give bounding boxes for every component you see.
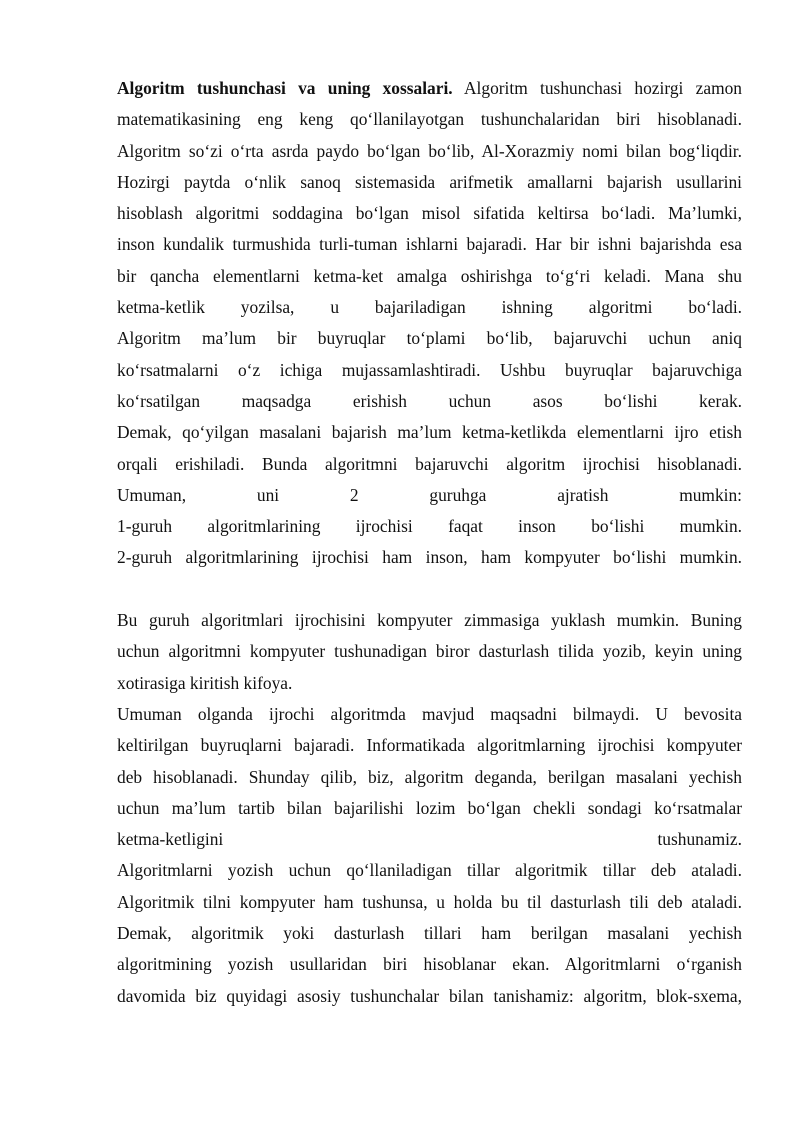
text-line — [117, 887, 742, 918]
text-line — [117, 668, 742, 699]
line-text: uchun algoritmni kompyuter tushunadigan biror dasturlash tilida yozib, keyin uning — [117, 641, 742, 662]
line-text: ko‘rsatilgan maqsadga erishish uchun asos bo‘lishi kerak. — [117, 390, 742, 411]
text-line — [117, 918, 742, 949]
line-text: Algoritm ma’lum bir buyruqlar to‘plami bo‘lib, bajaruvchi uchun aniq — [117, 328, 742, 349]
line-text: davomida biz quyidagi asosiy tushunchalar bilan tanishamiz: algoritm, blok-sxema, — [117, 985, 742, 1006]
line-text: ketma-ketlik yozilsa, u bajariladigan ishning algoritmi bo‘ladi. — [117, 297, 742, 318]
text-line — [117, 981, 742, 1012]
text-line — [117, 636, 742, 667]
text-line — [117, 292, 742, 323]
text-line — [117, 762, 742, 793]
line-text: Bu guruh algoritmlari ijrochisini kompyuter zimmasiga yuklash mumkin. Buning — [117, 610, 742, 631]
text-line — [117, 323, 742, 354]
line-text: xotirasiga kiritish kifoya. — [117, 672, 293, 693]
text-line — [117, 793, 742, 824]
text-line — [117, 824, 742, 855]
text-line — [117, 542, 742, 573]
line-text: Demak, qo‘yilgan masalani bajarish ma’lum ketma-ketlikda elementlarni ijro etish — [117, 422, 742, 443]
line-text: matematikasining eng keng qo‘llanilayotgan tushunchalaridan biri hisoblanadi. — [117, 109, 742, 130]
line-text: Hozirgi paytda o‘nlik sanoq sistemasida arifmetik amallarni bajarish usullarini — [117, 171, 742, 192]
line-text: bir qancha elementlarni ketma-ket amalga oshirishga to‘g‘ri keladi. Mana shu — [117, 265, 742, 286]
text-line — [117, 73, 742, 104]
line-text: Umuman olganda ijrochi algoritmda mavjud maqsadni bilmaydi. U bevosita — [117, 703, 742, 724]
line-text: inson kundalik turmushida turli-tuman ishlarni bajaradi. Har bir ishni bajarishda esa — [117, 234, 742, 255]
text-line — [117, 229, 742, 260]
line-text: orqali erishiladi. Bunda algoritmni bajaruvchi algoritm ijrochisi hisoblanadi. — [117, 453, 742, 474]
text-line — [117, 198, 742, 229]
line-text: Algoritmlarni yozish uchun qo‘llaniladigan tillar algoritmik tillar deb ataladi. — [117, 860, 742, 881]
line-text: hisoblash algoritmi soddagina bo‘lgan misol sifatida keltirsa bo‘ladi. Ma’lumki, — [117, 203, 742, 224]
line-text: 2-guruh algoritmlarining ijrochisi ham inson, ham kompyuter bo‘lishi mumkin. — [117, 547, 742, 568]
paragraph-gap — [117, 574, 742, 605]
line-text: uchun ma’lum tartib bilan bajarilishi lozim bo‘lgan chekli sondagi ko‘rsatmalar — [117, 797, 742, 818]
text-line — [117, 167, 742, 198]
text-line — [117, 480, 742, 511]
line-text: Algoritm so‘zi o‘rta asrda paydo bo‘lgan bo‘lib, Al-Xorazmiy nomi bilan bog‘liqdir. — [117, 140, 742, 161]
text-line — [117, 261, 742, 292]
line-text: Umuman, uni 2 guruhga ajratish mumkin: — [117, 484, 742, 505]
text-line — [117, 730, 742, 761]
line-text: ko‘rsatmalarni o‘z ichiga mujassamlashtiradi. Ushbu buyruqlar bajaruvchiga — [117, 359, 742, 380]
line-text: keltirilgan buyruqlarni bajaradi. Informatikada algoritmlarning ijrochisi kompyuter — [117, 735, 742, 756]
line-text: Algoritmik tilni kompyuter ham tushunsa, u holda bu til dasturlash tili deb ataladi. — [117, 891, 742, 912]
document-body — [117, 73, 742, 1012]
text-line — [117, 605, 742, 636]
text-line — [117, 855, 742, 886]
section-heading: Algoritm tushunchasi va uning xossalari. — [117, 78, 453, 98]
text-line — [117, 699, 742, 730]
line-text: ketma-ketligini tushunamiz. — [117, 829, 742, 850]
line-text: deb hisoblanadi. Shunday qilib, biz, algoritm deganda, berilgan masalani yechish — [117, 766, 742, 787]
text-line — [117, 417, 742, 448]
text-line — [117, 136, 742, 167]
text-line — [117, 949, 742, 980]
text-line — [117, 355, 742, 386]
text-line — [117, 104, 742, 135]
line-text: Demak, algoritmik yoki dasturlash tillari ham berilgan masalani yechish — [117, 923, 742, 944]
text-line — [117, 449, 742, 480]
text-line — [117, 511, 742, 542]
line-text: algoritmining yozish usullaridan biri hisoblanar ekan. Algoritmlarni o‘rganish — [117, 954, 742, 975]
line-text: 1-guruh algoritmlarining ijrochisi faqat inson bo‘lishi mumkin. — [117, 516, 742, 537]
line-text: Algoritm tushunchasi hozirgi zamon — [452, 78, 742, 98]
text-line — [117, 386, 742, 417]
